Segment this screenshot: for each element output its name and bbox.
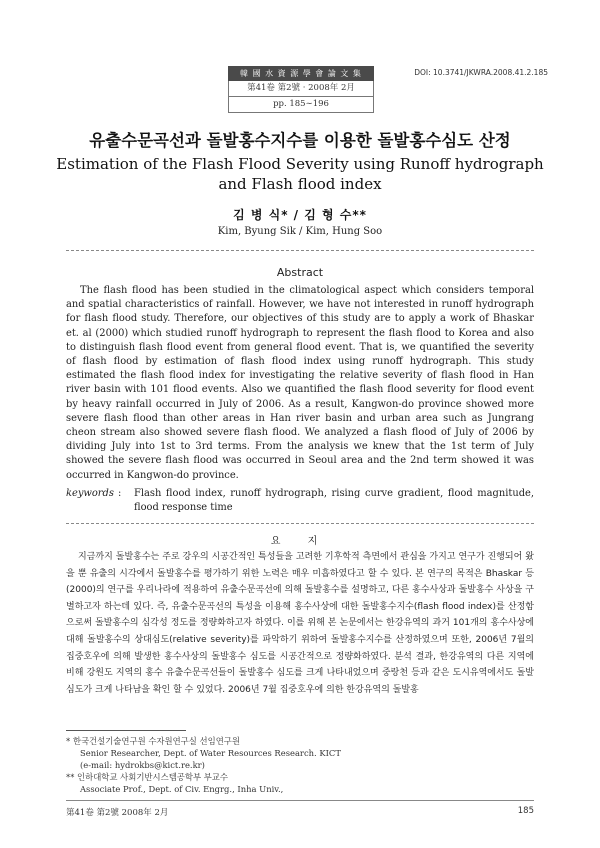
footnote-2-line2-text: Associate Prof., Dept. of Civ. Engrg., Inha Univ., (80, 784, 284, 794)
footnote-1-line3 (66, 760, 205, 771)
footnote-2-line1: ** 인하대학교 사회기반시스템공학부 부교수 (66, 772, 228, 782)
footnote-1-line3-text: (e-mail: hydrokbs@kict.re.kr) (80, 760, 205, 770)
yoji-text: 지금까지 돌발홍수는 주로 강우의 시공간적인 특성들을 고려한 기후학적 측면에서 관심을 가지고 연구가 진행되어 왔을 뿐 유출의 시각에서 돌발홍수를 평가하기 위한 노력은 매우 미흡하였다고 할 수 있다. 본 연구의 목적은 Bhaskar 등(2000)의 연구를 우리나라에 적용하여 유출수문곡선에 의해 돌발홍수를 설명하고, 다른 홍수사상과 돌발홍수 사상을 구별하고자 하는데 있다. 즉, 유출수문곡선의 특성을 이용해 홍수사상에 대한 돌발홍수지수(flash flood index)를 산정함으로써 돌발홍수의 심각성 정도를 정량화하고자 하였다. 이를 위해 본 논문에서는 한강유역의 과거 101개의 홍수사상에 대해 돌발홍수의 상대심도(relative severity)를 파악하기 위하여 돌발홍수지수를 산정하였으며 또한, 2006년 7월의 집중호우에 의해 발생한 홍수사상의 돌발홍수 심도를 시공간적으로 정량화하였다. 분석 결과, 한강유역의 다른 지역에 비해 강원도 지역의 홍수 유출수문곡선들이 돌발홍수 심도를 크게 나타내었으며 중랑천 등과 같은 도시유역에서도 돌발심도가 크게 나타남을 확인 할 수 있었다. 2006년 7월 집중호우에 의한 한강유역의 돌발홍 (66, 552, 534, 695)
page-number: 185 (517, 806, 534, 816)
divider-middle (66, 523, 534, 524)
title-english-line1: Estimation of the Flash Flood Severity using Runoff hydrograph (56, 155, 544, 173)
doi-label: DOI: 10.3741/JKWRA.2008.41.2.185 (414, 68, 548, 77)
footer-journal-issue: 第41卷 第2號 2008年 2月 (66, 808, 169, 818)
footnote-2-line2 (66, 784, 283, 795)
yoji-heading: 요 지 (270, 536, 330, 547)
title-korean: 유출수문곡선과 돌발홍수지수를 이용한 돌발홍수심도 산정 (89, 131, 511, 150)
keywords-text: Flash flood index, runoff hydrograph, rising curve gradient, flood magnitude, flood response time (134, 488, 534, 514)
journal-name: 韓 國 水 資 源 學 會 論 文 集 (228, 66, 374, 81)
footnote-1-line2-text: Senior Researcher, Dept. of Water Resources Research. KICT (80, 748, 341, 758)
keywords-label: keywords (66, 488, 114, 499)
authors-korean: 김 병 식* / 김 형 수** (233, 208, 367, 222)
footnote-1-line2 (66, 748, 341, 759)
title-english-line2: and Flash flood index (218, 175, 382, 193)
journal-volume: 第41卷 第2號 · 2008年 2月 (228, 81, 374, 97)
footnote-rule (66, 730, 186, 731)
abstract-text: The flash flood has been studied in the climatological aspect which considers temporal and spatial characteristics of rainfall. However, we have not interested in runoff hydrograph for flash flood study. Therefore, our objectives of this study are to apply a work of Bhaskar et. al (2000) which studied runoff hydrograph to represent the flash flood to Korea and also to distinguish flash flood event from general flood event. That is, we quantified the severity of flash flood by estimation of flash flood index using runoff hydrograph. This study estimated the flash flood index for investigating the relative severity of flash flood in Han river basin with 101 flood events. Also we quantified the flash flood severity for flood event by heavy rainfall occurred in July of 2006. As a result, Kangwon-do province showed more severe flash flood than other areas in Han river basin and urban area such as Jungrang cheon stream also showed severe flash flood. We analyzed a flash flood of July of 2006 by dividing July into 1st to 3rd terms. From the analysis we knew that the 1st term of July showed the severe flash flood was occurred in Seoul area and the 2nd term showed it was occurred in Kangwon-do province. (66, 285, 534, 481)
keywords-colon: : (118, 488, 122, 499)
journal-pages: pp. 185∼196 (228, 97, 374, 113)
footer-rule (66, 800, 534, 801)
footnote-1-line1: * 한국건설기술연구원 수자원연구실 선임연구원 (66, 736, 240, 746)
journal-info-box (228, 66, 374, 113)
abstract-heading: Abstract (276, 266, 324, 279)
divider-top (66, 250, 534, 251)
authors-english: Kim, Byung Sik / Kim, Hung Soo (217, 226, 383, 237)
